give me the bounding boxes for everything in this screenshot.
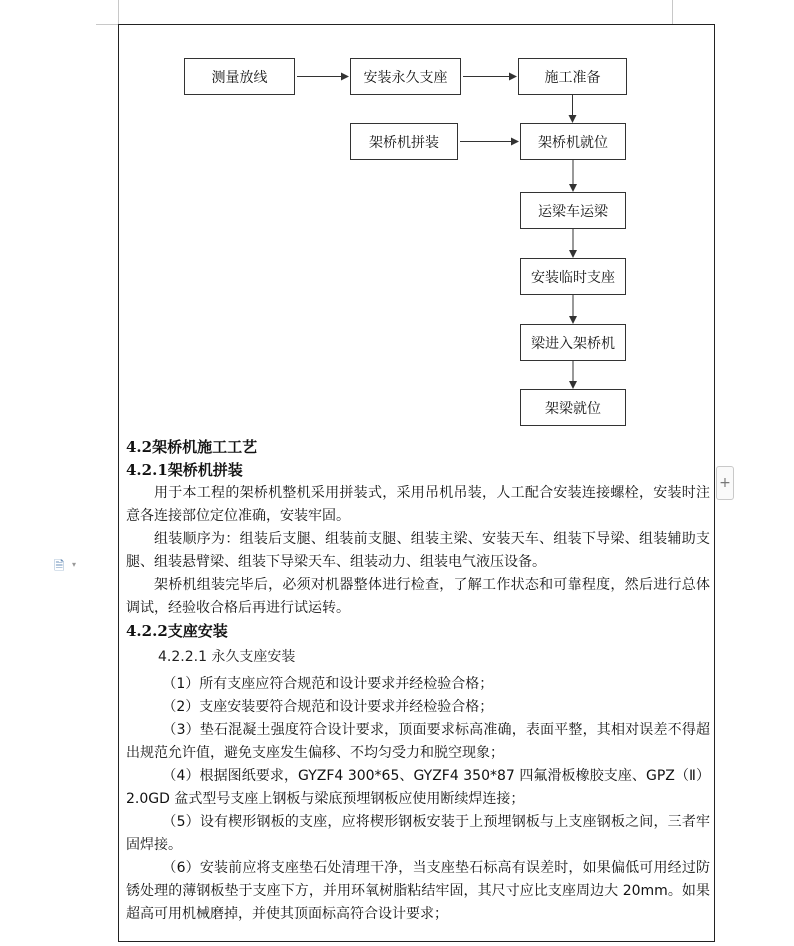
heading-4-2-2: 4.2.2支座安装: [126, 622, 228, 640]
heading-4-2: 4.2架桥机施工工艺: [126, 438, 258, 456]
node-label: 架梁就位: [545, 400, 601, 417]
list-item: （5）设有楔形钢板的支座，应将楔形钢板安装于上预埋钢板与上支座钢板之间，三者牢固焊接。: [126, 814, 710, 853]
list-item: （3）垫石混凝土强度符合设计要求，顶面要求标高准确，表面平整，其相对误差不得超出规范允许值，避免支座发生偏移、不均匀受力和脱空现象；: [126, 722, 710, 761]
heading-4-2-1: 4.2.1架桥机拼装: [126, 461, 243, 479]
list-item: （1）所有支座应符合规范和设计要求并经检验合格；: [162, 676, 494, 692]
flowchart-node-beam-placed: [520, 389, 626, 426]
flowchart-node-beam-enter: [520, 324, 626, 361]
node-label: 安装永久支座: [363, 69, 448, 86]
paragraph: 组装顺序为：组装后支腿、组装前支腿、组装主梁、安装天车、组装下导梁、组装辅助支腿、组装悬臂梁、组装下导梁天车、组装动力、组装电气液压设备。: [126, 531, 710, 570]
flowchart-node-temporary-bearing: [520, 258, 626, 295]
document-body: [126, 436, 710, 926]
node-label: 施工准备: [544, 69, 601, 86]
node-label: 运梁车运梁: [538, 203, 608, 220]
node-label: 架桥机拼装: [369, 134, 439, 151]
flowchart-node-survey: [184, 58, 295, 95]
node-label: 测量放线: [211, 69, 268, 86]
list-item: （4）根据图纸要求，GYZF4 300*65、GYZF4 350*87 四氟滑板橡胶支座、GPZ（Ⅱ）2.0GD 盆式型号支座上钢板与梁底预埋钢板应使用断续焊连接；: [126, 768, 710, 807]
flowchart-node-preparation: [518, 58, 627, 95]
node-label: 安装临时支座: [531, 269, 615, 286]
document-icon[interactable]: 🗎: [54, 559, 65, 574]
paragraph: 架桥机组装完毕后，必须对机器整体进行检查，了解工作状态和可靠程度，然后进行总体调试，经验收合格后再进行试运转。: [126, 577, 710, 616]
list-item: （2）支座安装要符合规范和设计要求并经检验合格；: [162, 699, 494, 715]
node-label: 梁进入架桥机: [531, 335, 615, 352]
flowchart-node-permanent-bearing: [350, 58, 461, 95]
add-row-button[interactable]: +: [716, 466, 734, 500]
paragraph: 用于本工程的架桥机整机采用拼装式，采用吊机吊装，人工配合安装连接螺栓，安装时注意各连接部位定位准确，安装牢固。: [126, 485, 710, 524]
node-label: 架桥机就位: [538, 134, 608, 151]
flowchart-node-beam-transport: [520, 192, 626, 229]
subheading-4-2-2-1: 4.2.2.1 永久支座安装: [158, 649, 296, 665]
chevron-down-icon[interactable]: ▾: [72, 560, 77, 569]
list-item: （6）安装前应将支座垫石处清理干净，当支座垫石标高有误差时，如果偏低可用经过防锈处理的薄钢板垫于支座下方，并用环氧树脂粘结牢固，其尺寸应比支座周边大 20mm。如果超高可用机械磨掉，并使其顶面标高符合设计要求；: [126, 860, 710, 922]
flowchart-node-positioning: [520, 123, 626, 160]
flowchart-node-assembly: [350, 123, 458, 160]
